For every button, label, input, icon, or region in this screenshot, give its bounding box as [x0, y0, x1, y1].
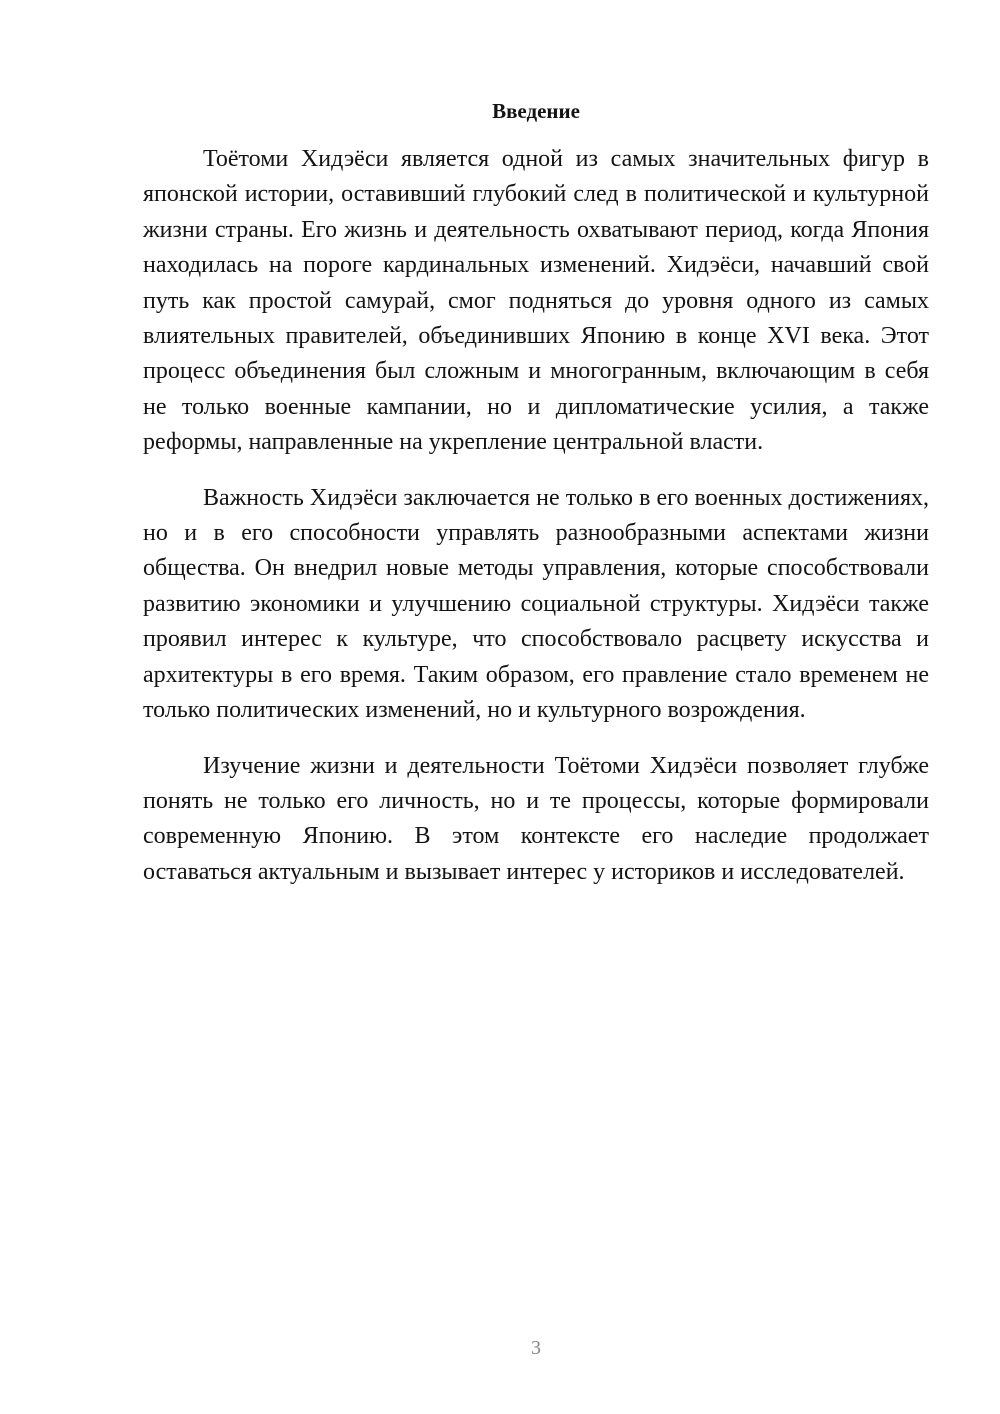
- paragraph: Тоётоми Хидэёси является одной из самых значительных фигур в японской истории, оставивший глубокий след в политической и культурной жизни страны. Его жизнь и деятельность охватывают период, когда Япония находилась на пороге кардинальных изменений. Хидэёси, начавший свой путь как простой самурай, смог подняться до уровня одного из самых влиятельных правителей, объединивших Японию в конце XVI века. Этот процесс объединения был сложным и многогранным, включающим в себя не только военные кампании, но и дипломатические усилия, а также реформы, направленные на укрепление центральной власти.: [143, 146, 929, 456]
- paragraph: Важность Хидэёси заключается не только в его военных достижениях, но и в его способности управлять разнообразными аспектами жизни общества. Он внедрил новые методы управления, которые способствовали развитию экономики и улучшению социальной структуры. Хидэёси также проявил интерес к культуре, что способствовало расцвету искусства и архитектуры в его время. Таким образом, его правление стало временем не только политических изменений, но и культурного возрождения.: [143, 484, 929, 724]
- page-number: 3: [531, 1337, 541, 1359]
- body-text: [143, 142, 929, 910]
- section-heading: Введение: [492, 99, 580, 123]
- paragraph: Изучение жизни и деятельности Тоётоми Хидэёси позволяет глубже понять не только его личность, но и те процессы, которые формировали современную Японию. В этом контексте его наследие продолжает оставаться актуальным и вызывает интерес у историков и исследователей.: [143, 752, 929, 885]
